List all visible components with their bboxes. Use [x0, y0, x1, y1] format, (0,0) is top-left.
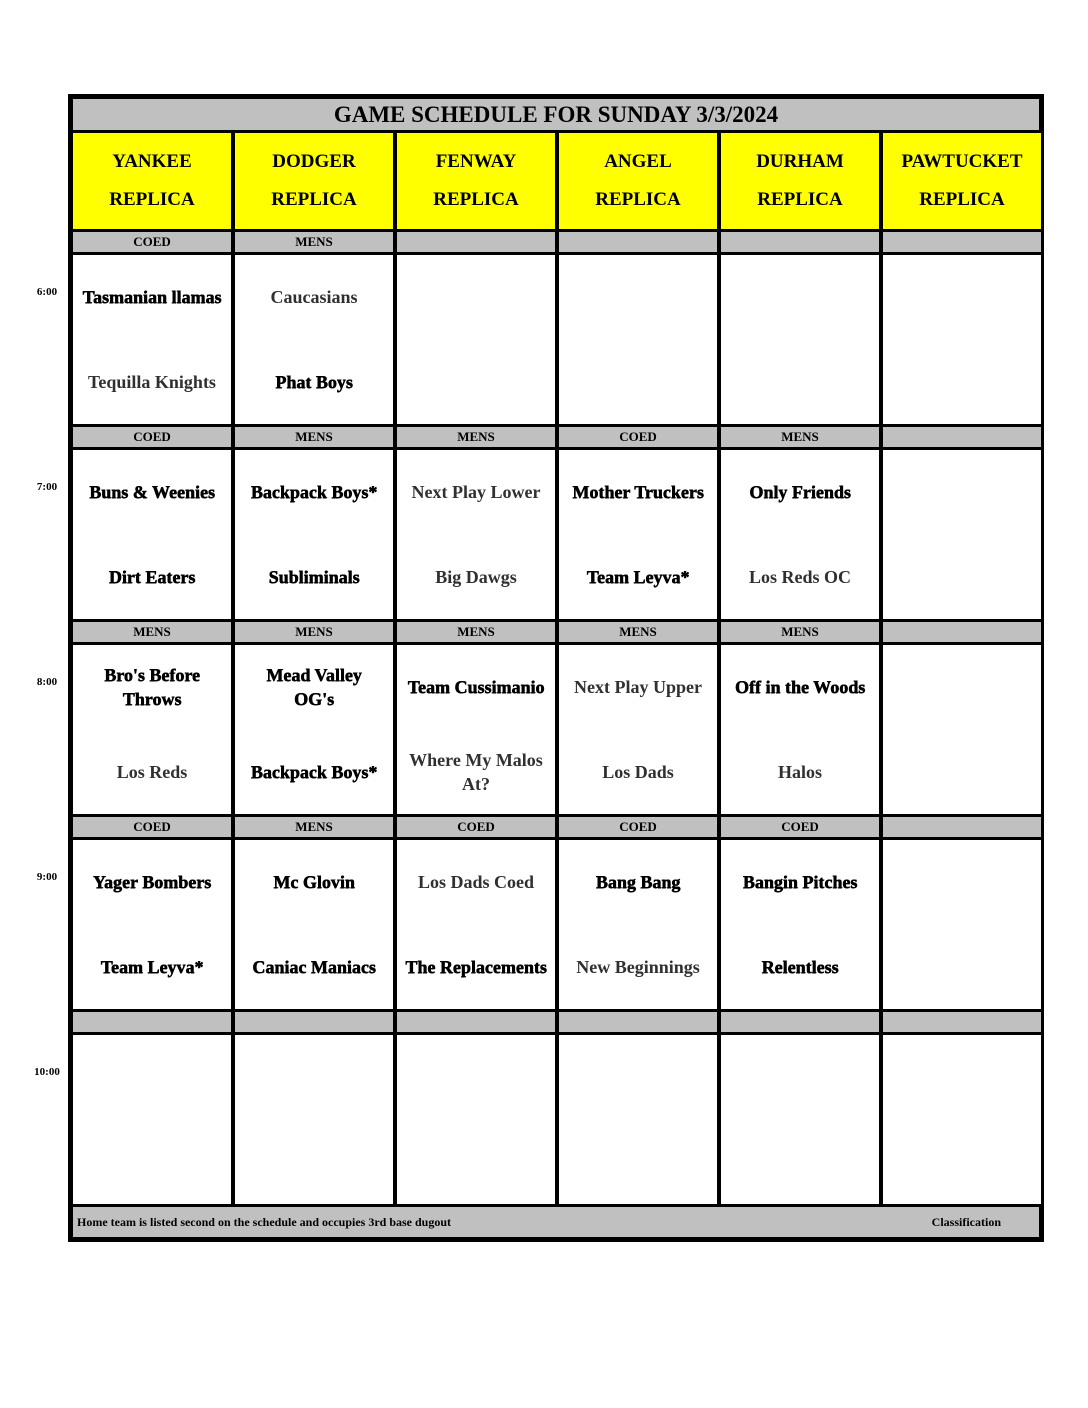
time-label: 6:00 [36, 286, 58, 298]
field-header-pawtucket [883, 133, 1041, 229]
away-team [883, 255, 1041, 340]
home-team [883, 925, 1041, 1010]
away-team: Los Dads Coed [417, 872, 535, 893]
home-team: Where My Malos At? [409, 749, 543, 794]
field-header-dodger [235, 133, 393, 229]
field-type: REPLICA [109, 189, 195, 210]
game-cell [721, 840, 879, 1009]
game-cell [559, 450, 717, 619]
classification-cell: MENS [73, 622, 231, 642]
home-team [883, 535, 1041, 620]
home-team: The Replacements [405, 956, 547, 977]
away-team: Backpack Boys* [250, 482, 378, 503]
classification-cell: COED [397, 817, 555, 837]
time-label: 10:00 [34, 1066, 60, 1078]
classification-cell: COED [73, 232, 231, 252]
away-team [721, 1035, 879, 1120]
away-team: Bangin Pitches [742, 872, 858, 893]
field-header-yankee [73, 133, 231, 229]
game-cell [73, 645, 231, 814]
away-team: Next Play Lower [411, 482, 541, 503]
home-team: New Beginnings [576, 956, 700, 977]
game-cell [883, 1035, 1041, 1204]
game-cell [397, 645, 555, 814]
home-team: Team Leyva* [586, 566, 690, 587]
game-cell [73, 255, 231, 424]
away-team: Caucasians [270, 287, 358, 308]
home-team: Tequilla Knights [88, 371, 216, 392]
classification-cell: MENS [235, 622, 393, 642]
classification-cell [559, 232, 717, 252]
away-team [397, 255, 555, 340]
field-name: DURHAM [756, 151, 844, 172]
away-team [721, 255, 879, 340]
classification-cell: COED [73, 427, 231, 447]
home-team: Los Reds OC [748, 566, 851, 587]
away-team [883, 1035, 1041, 1120]
away-team: Team Cussimanio [407, 677, 545, 698]
away-team [235, 1035, 393, 1120]
field-name: PAWTUCKET [901, 151, 1023, 172]
home-team: Relentless [761, 956, 839, 977]
game-cell [397, 1035, 555, 1204]
home-team [559, 1120, 717, 1205]
game-cell [721, 645, 879, 814]
game-cell [721, 450, 879, 619]
classification-cell [883, 427, 1041, 447]
field-type: REPLICA [757, 189, 843, 210]
game-cell [559, 255, 717, 424]
game-cell [397, 255, 555, 424]
home-team: Dirt Eaters [108, 566, 196, 587]
classification-cell: MENS [397, 622, 555, 642]
game-cell [235, 840, 393, 1009]
game-cell [721, 255, 879, 424]
field-name: DODGER [272, 151, 356, 172]
time-label: 9:00 [36, 871, 58, 883]
home-team: Los Reds [116, 761, 188, 782]
home-team: Halos [777, 761, 822, 782]
classification-cell: MENS [235, 817, 393, 837]
away-team [883, 840, 1041, 925]
classification-cell [883, 817, 1041, 837]
classification-cell [883, 232, 1041, 252]
game-cell [73, 840, 231, 1009]
away-team: Yager Bombers [92, 872, 212, 893]
game-cell [397, 840, 555, 1009]
home-team [559, 340, 717, 425]
home-team [397, 340, 555, 425]
field-header-durham [721, 133, 879, 229]
away-team: Off in the Woods [734, 677, 866, 698]
time-label: 8:00 [36, 676, 58, 688]
game-cell [73, 450, 231, 619]
classification-cell: COED [559, 427, 717, 447]
classification-cell [559, 1012, 717, 1032]
field-name: ANGEL [604, 151, 672, 172]
classification-cell: MENS [397, 427, 555, 447]
field-type: REPLICA [919, 189, 1005, 210]
away-team [559, 255, 717, 340]
classification-cell: MENS [235, 232, 393, 252]
away-team [73, 1035, 231, 1120]
game-cell [235, 1035, 393, 1204]
away-team: Tasmanian llamas [82, 287, 222, 308]
game-cell [397, 450, 555, 619]
home-team: Big Dawgs [435, 566, 517, 587]
game-cell [235, 645, 393, 814]
home-team [397, 1120, 555, 1205]
home-team [883, 730, 1041, 815]
classification-cell [73, 1012, 231, 1032]
home-team [73, 1120, 231, 1205]
away-team: Bang Bang [595, 872, 681, 893]
classification-cell [883, 1012, 1041, 1032]
home-team: Team Leyva* [100, 956, 204, 977]
classification-cell [721, 232, 879, 252]
game-cell [559, 840, 717, 1009]
classification-cell [397, 232, 555, 252]
away-team: Buns & Weenies [89, 482, 215, 503]
home-team [883, 1120, 1041, 1205]
away-team [883, 645, 1041, 730]
home-team: Phat Boys [275, 371, 353, 392]
away-team [883, 450, 1041, 535]
classification-cell: MENS [235, 427, 393, 447]
classification-cell: MENS [559, 622, 717, 642]
game-cell [883, 255, 1041, 424]
game-cell [883, 645, 1041, 814]
classification-cell [721, 1012, 879, 1032]
classification-cell: COED [721, 817, 879, 837]
classification-cell [235, 1012, 393, 1032]
classification-cell [883, 622, 1041, 642]
home-team: Subliminals [268, 566, 360, 587]
field-header-angel [559, 133, 717, 229]
home-team-note: Home team is listed second on the schedule and occupies 3rd base dugout [77, 1214, 452, 1229]
game-cell [559, 1035, 717, 1204]
away-team: Next Play Upper [574, 677, 702, 698]
away-team: Bro's Before Throws [104, 665, 200, 710]
classification-legend: Classification [931, 1214, 1001, 1229]
home-team [235, 1120, 393, 1205]
game-cell [883, 840, 1041, 1009]
game-cell [235, 450, 393, 619]
game-cell [559, 645, 717, 814]
classification-cell: MENS [721, 622, 879, 642]
schedule-table [68, 94, 1044, 1242]
away-team [397, 1035, 555, 1120]
schedule-title: GAME SCHEDULE FOR SUNDAY 3/3/2024 [73, 99, 1039, 130]
field-type: REPLICA [433, 189, 519, 210]
home-team: Los Dads [602, 761, 674, 782]
game-cell [721, 1035, 879, 1204]
home-team: Caniac Maniacs [252, 956, 376, 977]
game-cell [883, 450, 1041, 619]
field-name: FENWAY [435, 151, 517, 172]
footer-bar [73, 1207, 1039, 1237]
field-type: REPLICA [595, 189, 681, 210]
home-team: Backpack Boys* [250, 761, 378, 782]
away-team: Mother Truckers [572, 482, 704, 503]
classification-cell: COED [73, 817, 231, 837]
away-team: Only Friends [749, 482, 851, 503]
away-team [559, 1035, 717, 1120]
home-team [721, 1120, 879, 1205]
classification-cell: COED [559, 817, 717, 837]
field-type: REPLICA [271, 189, 357, 210]
away-team: Mc Glovin [273, 872, 355, 893]
time-label: 7:00 [36, 481, 58, 493]
away-team: Mead Valley OG's [266, 665, 362, 710]
field-header-fenway [397, 133, 555, 229]
game-cell [235, 255, 393, 424]
home-team [883, 340, 1041, 425]
home-team [721, 340, 879, 425]
field-name: YANKEE [112, 151, 192, 172]
classification-cell: MENS [721, 427, 879, 447]
classification-cell [397, 1012, 555, 1032]
game-cell [73, 1035, 231, 1204]
